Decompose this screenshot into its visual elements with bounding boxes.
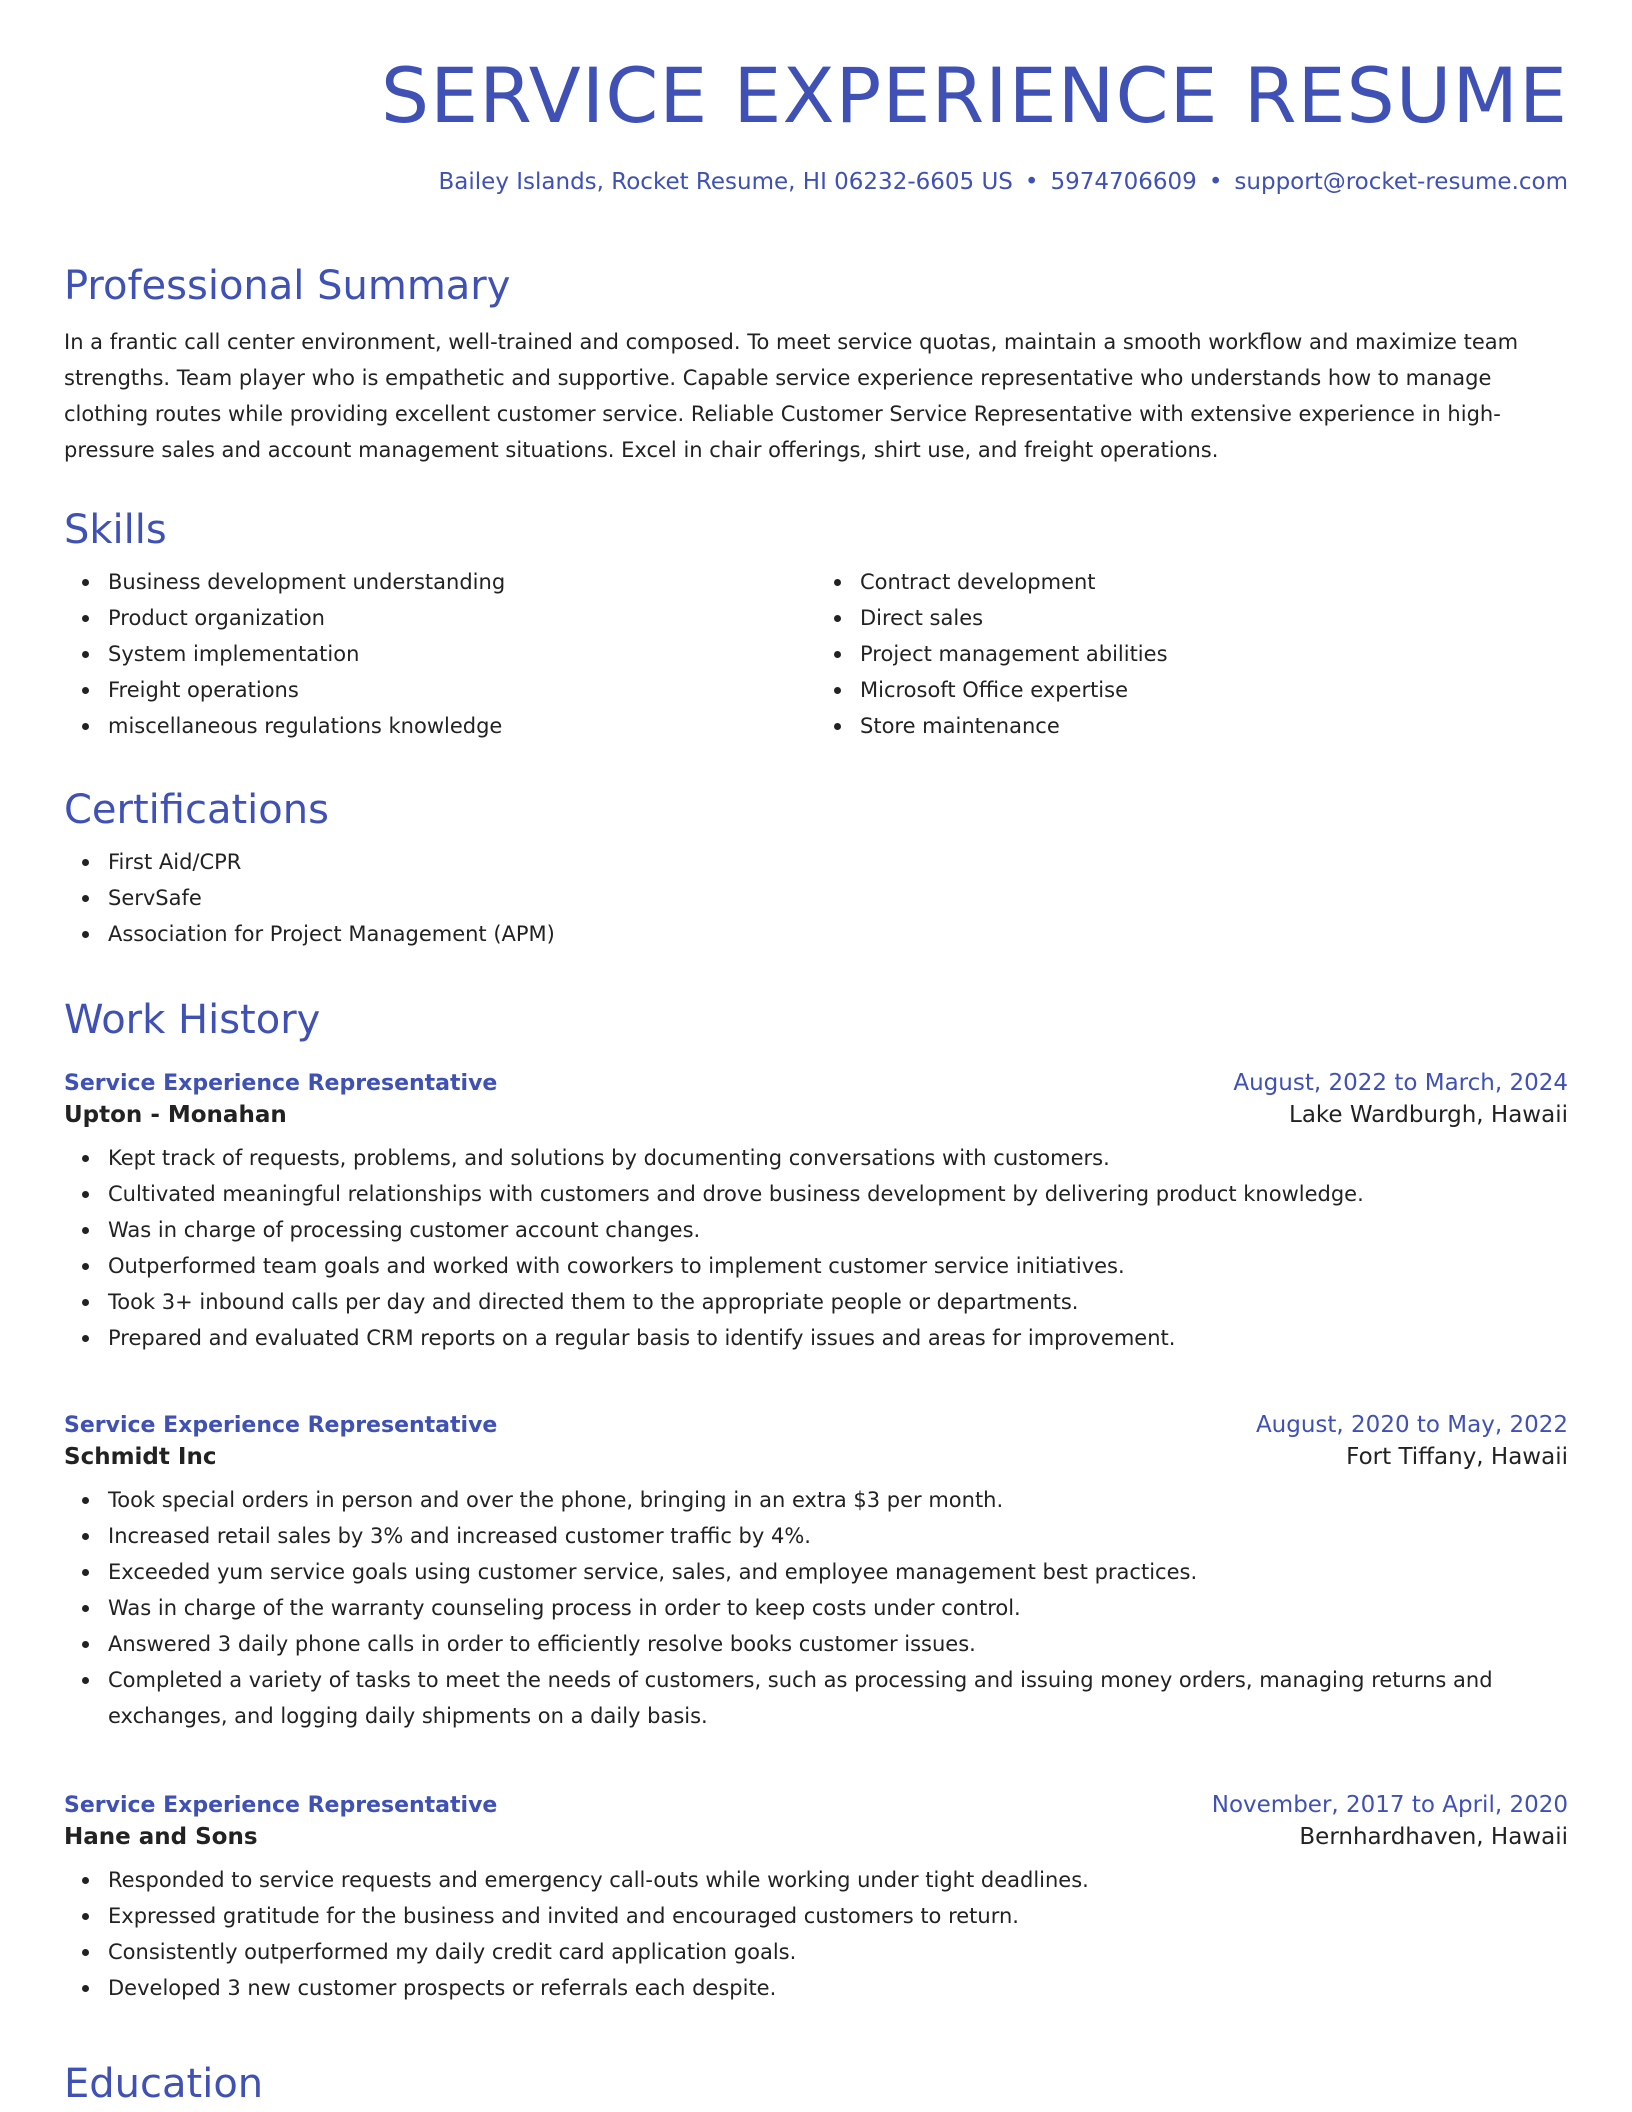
list-item: Direct sales bbox=[860, 600, 1568, 636]
list-item: Developed 3 new customer prospects or referrals each despite. bbox=[108, 1970, 1568, 2006]
skills-list-left bbox=[64, 564, 816, 744]
job-company: Hane and Sons bbox=[64, 1824, 258, 1850]
work-section bbox=[64, 996, 1568, 1044]
contact-separator: • bbox=[1024, 169, 1039, 196]
job-subheader-row bbox=[64, 1102, 1568, 1128]
skills-section bbox=[64, 506, 1568, 744]
job-header-row bbox=[64, 1792, 1568, 1818]
certifications-list bbox=[64, 844, 1568, 952]
skills-column-right bbox=[816, 564, 1568, 744]
contact-line bbox=[64, 169, 1568, 197]
job-entry bbox=[64, 1070, 1568, 1356]
job-location: Lake Wardburgh, Hawaii bbox=[1289, 1102, 1568, 1128]
section-title-work-history: Work History bbox=[64, 997, 321, 1043]
job-location: Fort Tiffany, Hawaii bbox=[1346, 1444, 1568, 1470]
resume-title: SERVICE EXPERIENCE RESUME bbox=[380, 51, 1568, 140]
list-item: Increased retail sales by 3% and increased customer traffic by 4%. bbox=[108, 1518, 1568, 1554]
job-title: Service Experience Representative bbox=[64, 1071, 498, 1096]
job-entry bbox=[64, 1792, 1568, 2006]
list-item: Exceeded yum service goals using customer service, sales, and employee management best practices. bbox=[108, 1554, 1568, 1590]
job-company: Schmidt Inc bbox=[64, 1444, 217, 1470]
list-item: System implementation bbox=[108, 636, 816, 672]
list-item: Outperformed team goals and worked with coworkers to implement customer service initiatives. bbox=[108, 1248, 1568, 1284]
list-item: Store maintenance bbox=[860, 708, 1568, 744]
summary-text: In a frantic call center environment, well-trained and composed. To meet service quotas, maintain a smooth workflow and maximize team strengths. Team player who is empathetic and supportive. Capable service experience representative who understands how to manage clothing routes while providing excellent customer service. Reliable Customer Service Representative with extensive experience in high-pressure sales and account management situations. Excel in chair offerings, shirt use, and freight operations. bbox=[64, 330, 1519, 462]
section-title-education: Education bbox=[64, 2061, 264, 2107]
skills-list-right bbox=[816, 564, 1568, 744]
list-item: Consistently outperformed my daily credit card application goals. bbox=[108, 1934, 1568, 1970]
job-dates: August, 2022 to March, 2024 bbox=[1233, 1070, 1568, 1096]
list-item: Product organization bbox=[108, 600, 816, 636]
list-item: Association for Project Management (APM) bbox=[108, 916, 1568, 952]
list-item: ServSafe bbox=[108, 880, 1568, 916]
summary-section bbox=[64, 262, 1568, 468]
job-bullets bbox=[64, 1140, 1568, 1356]
education-section bbox=[64, 2060, 1568, 2108]
job-header-row bbox=[64, 1412, 1568, 1438]
list-item: Kept track of requests, problems, and solutions by documenting conversations with customers. bbox=[108, 1140, 1568, 1176]
list-item: miscellaneous regulations knowledge bbox=[108, 708, 816, 744]
list-item: First Aid/CPR bbox=[108, 844, 1568, 880]
list-item: Business development understanding bbox=[108, 564, 816, 600]
job-company: Upton - Monahan bbox=[64, 1102, 287, 1128]
contact-email: support@rocket-resume.com bbox=[1234, 169, 1568, 196]
list-item: Completed a variety of tasks to meet the needs of customers, such as processing and issuing money orders, managing returns and exchanges, and logging daily shipments on a daily basis. bbox=[108, 1662, 1568, 1734]
job-title: Service Experience Representative bbox=[64, 1413, 498, 1438]
job-location: Bernhardhaven, Hawaii bbox=[1299, 1824, 1568, 1850]
list-item: Contract development bbox=[860, 564, 1568, 600]
list-item: Freight operations bbox=[108, 672, 816, 708]
contact-address: Bailey Islands, Rocket Resume, HI 06232-6605 US bbox=[438, 169, 1013, 196]
skills-column-left bbox=[64, 564, 816, 744]
list-item: Answered 3 daily phone calls in order to efficiently resolve books customer issues. bbox=[108, 1626, 1568, 1662]
list-item: Microsoft Office expertise bbox=[860, 672, 1568, 708]
job-title: Service Experience Representative bbox=[64, 1793, 498, 1818]
list-item: Was in charge of the warranty counseling process in order to keep costs under control. bbox=[108, 1590, 1568, 1626]
job-entry bbox=[64, 1412, 1568, 1734]
list-item: Expressed gratitude for the business and invited and encouraged customers to return. bbox=[108, 1898, 1568, 1934]
job-bullets bbox=[64, 1482, 1568, 1734]
section-title-certifications: Certifications bbox=[64, 787, 329, 833]
resume-page bbox=[64, 0, 1568, 2107]
list-item: Prepared and evaluated CRM reports on a regular basis to identify issues and areas for improvement. bbox=[108, 1320, 1568, 1356]
job-subheader-row bbox=[64, 1444, 1568, 1470]
certifications-section bbox=[64, 786, 1568, 952]
resume-header bbox=[64, 0, 1568, 197]
list-item: Took 3+ inbound calls per day and directed them to the appropriate people or departments. bbox=[108, 1284, 1568, 1320]
skills-grid bbox=[64, 564, 1568, 744]
section-title-summary: Professional Summary bbox=[64, 263, 511, 309]
list-item: Took special orders in person and over the phone, bringing in an extra $3 per month. bbox=[108, 1482, 1568, 1518]
list-item: Responded to service requests and emergency call-outs while working under tight deadlines. bbox=[108, 1862, 1568, 1898]
contact-separator: • bbox=[1208, 169, 1223, 196]
job-dates: August, 2020 to May, 2022 bbox=[1255, 1412, 1568, 1438]
job-subheader-row bbox=[64, 1824, 1568, 1850]
job-bullets bbox=[64, 1862, 1568, 2006]
list-item: Cultivated meaningful relationships with customers and drove business development by delivering product knowledge. bbox=[108, 1176, 1568, 1212]
section-title-skills: Skills bbox=[64, 507, 167, 553]
job-dates: November, 2017 to April, 2020 bbox=[1211, 1792, 1568, 1818]
contact-phone: 5974706609 bbox=[1050, 169, 1197, 196]
job-header-row bbox=[64, 1070, 1568, 1096]
list-item: Was in charge of processing customer account changes. bbox=[108, 1212, 1568, 1248]
list-item: Project management abilities bbox=[860, 636, 1568, 672]
